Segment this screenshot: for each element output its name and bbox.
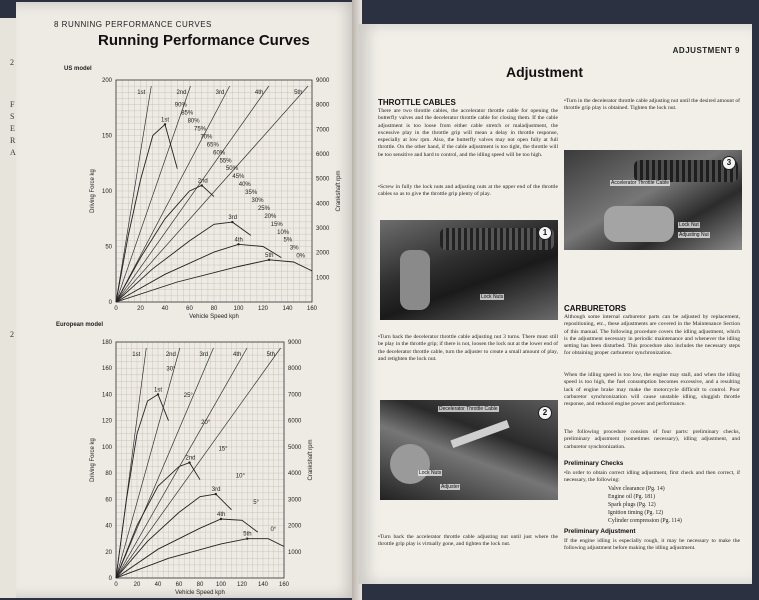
gear-label: 1st (137, 90, 146, 96)
throttle-label: 15% (270, 221, 283, 228)
curve-gear-label: 2nd (185, 455, 196, 462)
throttle-label: 5° (253, 500, 259, 507)
photo-callout: Decelerator Throttle Cable (439, 406, 498, 412)
throttle-label: 65% (206, 142, 219, 149)
check-item: Valve clearance (Pg. 14) (608, 486, 665, 492)
y2-tick-label: 9000 (288, 340, 302, 346)
y2-axis-title: Crankshaft rpm (308, 439, 314, 481)
throttle-label: 10° (235, 473, 245, 480)
x-tick-label: 80 (210, 306, 218, 312)
gear-label: 3rd (215, 90, 225, 96)
photo-number-badge: 2 (538, 406, 552, 420)
x-tick-label: 160 (306, 306, 318, 312)
under-page-fragment: 2 (10, 58, 14, 67)
photo-accelerator-cable (564, 150, 742, 250)
rpm-gear-line (116, 86, 190, 302)
x-tick-label: 20 (137, 306, 144, 312)
gear-label: 3rd (199, 352, 209, 358)
throttle-cables-body: There are two throttle cables, the accelerator throttle cable for opening the butterfly valves and the decelerator throttle cable for closing them. If the cable adjustment is too loose from either cable stretch or maladjustment, the excessive play in the throttle grip will mean a delay in throttle response, especially at low rpm. Also, the butterfly valves may not open fully at full throttle. On the other hand, if the cable adjustment is too tight, the throttle will be too sensitive and hard to control, and the idling speed will be too high. (378, 108, 558, 158)
under-page-fragment: 2 (10, 330, 14, 339)
throttle-label: 20% (264, 213, 277, 220)
x-tick-label: 40 (161, 306, 169, 312)
throttle-label: 45% (232, 174, 245, 181)
x-tick-label: 60 (186, 306, 193, 312)
curve-gear-label: 3rd (228, 215, 238, 222)
y-tick-label: 60 (105, 497, 112, 504)
y2-tick-label: 8000 (288, 366, 302, 373)
y-tick-label: 100 (101, 444, 112, 451)
x-tick-label: 140 (282, 306, 293, 312)
throttle-label: 30% (251, 197, 264, 204)
throttle-label: 15° (218, 446, 228, 453)
throttle-label: 0% (296, 253, 305, 260)
throttle-label: 50% (225, 166, 238, 173)
carburetors-body-2: When the idling speed is too low, the engine may stall, and when the idling speed is too high, the fuel consumption becomes excessive, and a resulting lack of engine brake may make the motorcycle difficult to control. Poor carburetor synchronization will cause unstable idling, sluggish throttle response, and reduced engine power and performance. (564, 372, 740, 408)
under-page-fragment: R (10, 136, 16, 145)
under-page-fragment: S (10, 112, 15, 121)
rpm-gear-line (116, 348, 247, 578)
photo-throttle-grip (380, 220, 558, 320)
photo-callout: Lock Nuts (481, 294, 504, 300)
throttle-step-2: •Turn back the decelerator throttle cable adjusting nut 3 turns. There must still be play in the throttle grip; if there is not, loosen the lock nut at the lower end of the decelerator throttle cable, turn the adjuster to create a small amount of play, and retighten the lock nut. (378, 334, 558, 362)
curve-peak-point (246, 537, 248, 539)
y-tick-label: 140 (101, 392, 112, 399)
throttle-step-1: •Screw in fully the lock nuts and adjusting nuts at the upper end of the throttle cables so as to give the throttle grip plenty of play. (378, 184, 558, 198)
grip-shape (440, 228, 554, 250)
carburetors-heading: CARBURETORS (564, 304, 627, 313)
photo-carburetor-cable (380, 400, 558, 500)
x-tick-label: 160 (278, 582, 290, 588)
y2-tick-label: 8000 (316, 102, 330, 109)
curve-peak-point (188, 461, 190, 463)
curve-gear-label: 5th (243, 531, 252, 538)
rpm-gear-line (116, 348, 281, 578)
curve-peak-point (164, 123, 166, 125)
throttle-label: 40% (238, 182, 251, 189)
gear-label: 1st (132, 352, 141, 358)
under-page-fragment: F (10, 100, 15, 109)
gear-label: 2nd (165, 352, 176, 358)
preliminary-checks-intro: •In order to obtain correct idling adjustment, first check and then correct, if necessary, the following: (564, 470, 740, 484)
rpm-gear-line (116, 86, 230, 302)
photo-callout: Accelerator Throttle Cable (611, 180, 669, 186)
y2-tick-label: 1000 (288, 549, 302, 556)
left-page (16, 2, 358, 598)
gear-label: 4th (254, 90, 264, 96)
x-tick-label: 100 (215, 582, 227, 588)
right-running-head: ADJUSTMENT 9 (672, 46, 740, 55)
y-tick-label: 200 (101, 78, 112, 84)
y2-tick-label: 2000 (288, 523, 302, 530)
throttle-label: 25° (183, 393, 193, 400)
driving-force-curve (116, 244, 281, 302)
carb-shape (390, 444, 430, 484)
throttle-step-4: •Turn in the decelerator throttle cable adjusting nut until the desired amount of throttle grip play is obtained. Tighten the lock nut. (564, 98, 740, 112)
throttle-cables-heading: THROTTLE CABLES (378, 98, 456, 107)
throttle-label: 90% (174, 102, 187, 109)
y-tick-label: 40 (105, 523, 112, 530)
y-tick-label: 50 (105, 244, 112, 251)
x-tick-label: 120 (257, 306, 269, 312)
y-tick-label: 0 (108, 576, 112, 582)
rpm-gear-line (116, 348, 213, 578)
x-tick-label: 100 (233, 306, 244, 312)
carburetors-body-1: Although some internal carburetor parts can be adjusted by replacement, repositioning, etc., these adjustments are covered in the Maintenance Section of this manual. The following procedure covers the idling adjustment, which is the adjustment necessary in periodic maintenance and whenever the idling setting has been disturbed. This procedure also includes the necessary steps for obtaining proper carburetor synchronization. (564, 314, 740, 357)
y2-tick-label: 4000 (288, 471, 302, 478)
x-tick-label: 0 (114, 582, 118, 588)
preliminary-adjustment-body: If the engine idling is especially rough, it may be necessary to make the following adjustment before making the idling adjustment. (564, 538, 740, 552)
hand-shape (604, 206, 674, 242)
check-item: Cylinder compression (Pg. 114) (608, 518, 682, 524)
throttle-label: 3% (289, 245, 299, 252)
gear-label: 5th (266, 352, 275, 358)
x-axis-title: Vehicle Speed kph (189, 314, 239, 320)
curve-gear-label: 4th (217, 512, 226, 518)
y2-axis-title: Crankshaft rpm (336, 170, 342, 212)
throttle-label: 80% (187, 118, 200, 125)
y-tick-label: 150 (101, 133, 112, 140)
y-tick-label: 100 (101, 189, 112, 195)
y-axis-title: Driving Force kg (90, 169, 96, 213)
gear-label: 4th (233, 352, 242, 358)
throttle-label: 25% (257, 205, 270, 212)
photo-callout: Adjuster (441, 484, 460, 490)
throttle-label: 35% (245, 190, 258, 197)
carburetors-body-3: The following procedure consists of four parts: preliminary checks, preliminary adjustment (sometimes necessary), idling adjustment, and carburetor synchronization. (564, 429, 740, 450)
photo-number-badge: 1 (538, 226, 552, 240)
throttle-label: 75% (193, 126, 207, 133)
gear-label: 2nd (176, 90, 187, 96)
photo-callout: Lock Nuts (419, 470, 442, 476)
curve-peak-point (231, 221, 233, 223)
y2-tick-label: 5000 (316, 176, 330, 183)
curve-gear-label: 2nd (197, 178, 208, 185)
curve-peak-point (201, 184, 203, 186)
x-tick-label: 120 (236, 582, 248, 588)
right-page (358, 24, 752, 584)
y2-tick-label: 7000 (288, 392, 302, 399)
rpm-gear-line (116, 86, 308, 302)
curve-peak-point (215, 493, 217, 495)
cable-housing-shape (400, 250, 430, 310)
photo-callout: Lock Nut (679, 222, 699, 228)
throttle-step-3: •Turn back the accelerator throttle cable adjusting nut until just where the throttle grip play is virtually gone, and tighten the lock nut. (378, 534, 558, 548)
x-tick-label: 140 (257, 582, 269, 588)
y2-tick-label: 7000 (316, 127, 330, 134)
x-tick-label: 80 (196, 582, 204, 588)
curve-gear-label: 5th (265, 252, 274, 259)
x-tick-label: 60 (175, 582, 183, 588)
preliminary-adjustment-heading: Preliminary Adjustment (564, 528, 636, 535)
check-item: Ignition timing (Pg. 12) (608, 510, 664, 516)
y2-tick-label: 4000 (316, 201, 330, 208)
cable-shape (450, 420, 509, 448)
throttle-label: 10% (277, 229, 290, 236)
photo-callout: Adjusting Nut (679, 232, 709, 238)
check-item: Spark plugs (Pg. 12) (608, 502, 656, 508)
y2-tick-label: 2000 (316, 250, 330, 257)
preliminary-checks-heading: Preliminary Checks (564, 460, 624, 467)
x-tick-label: 40 (154, 582, 162, 588)
y-tick-label: 20 (105, 549, 112, 556)
y-tick-label: 80 (105, 471, 112, 478)
y2-tick-label: 3000 (316, 226, 330, 232)
curve-peak-point (157, 393, 159, 395)
left-page-title: Running Performance Curves (98, 32, 310, 49)
y-tick-label: 160 (101, 366, 112, 373)
throttle-label: 30° (166, 366, 176, 373)
check-item: Engine oil (Pg. 181) (608, 494, 656, 500)
curve-peak-point (268, 259, 270, 261)
throttle-label: 70% (200, 134, 213, 141)
curve-peak-point (220, 518, 222, 520)
curve-gear-label: 3rd (211, 487, 221, 494)
y-tick-label: 120 (101, 418, 112, 425)
throttle-label: 60% (213, 150, 226, 157)
curve-gear-label: 1st (161, 117, 170, 124)
throttle-label: 85% (181, 110, 194, 117)
x-tick-label: 0 (114, 306, 118, 312)
throttle-label: 20° (201, 419, 211, 426)
photo-number-badge: 3 (722, 156, 736, 170)
under-page-fragment: A (10, 148, 16, 157)
y-tick-label: 0 (108, 300, 112, 306)
left-running-head: 8 RUNNING PERFORMANCE CURVES (54, 20, 212, 29)
x-tick-label: 20 (133, 582, 141, 588)
x-axis-title: Vehicle Speed kph (175, 590, 225, 596)
right-page-title: Adjustment (506, 64, 583, 80)
throttle-label: 55% (219, 158, 232, 165)
y-axis-title: Driving Force kg (90, 438, 96, 482)
y2-tick-label: 5000 (288, 444, 302, 451)
curve-gear-label: 1st (154, 387, 163, 394)
gear-label: 5th (294, 90, 303, 96)
under-page-fragment: E (10, 124, 15, 133)
y-tick-label: 180 (101, 340, 112, 346)
y2-tick-label: 6000 (316, 152, 330, 158)
curve-gear-label: 4th (234, 237, 243, 244)
y2-tick-label: 6000 (288, 418, 302, 425)
y2-tick-label: 9000 (316, 78, 330, 84)
us-model-label: US model (64, 66, 92, 72)
curve-peak-point (237, 243, 239, 245)
y2-tick-label: 3000 (288, 497, 302, 504)
us-model-chart (16, 2, 358, 598)
european-model-label: European model (56, 322, 104, 328)
throttle-label: 0° (270, 526, 277, 533)
throttle-label: 5% (283, 237, 293, 244)
y2-tick-label: 1000 (316, 275, 330, 282)
